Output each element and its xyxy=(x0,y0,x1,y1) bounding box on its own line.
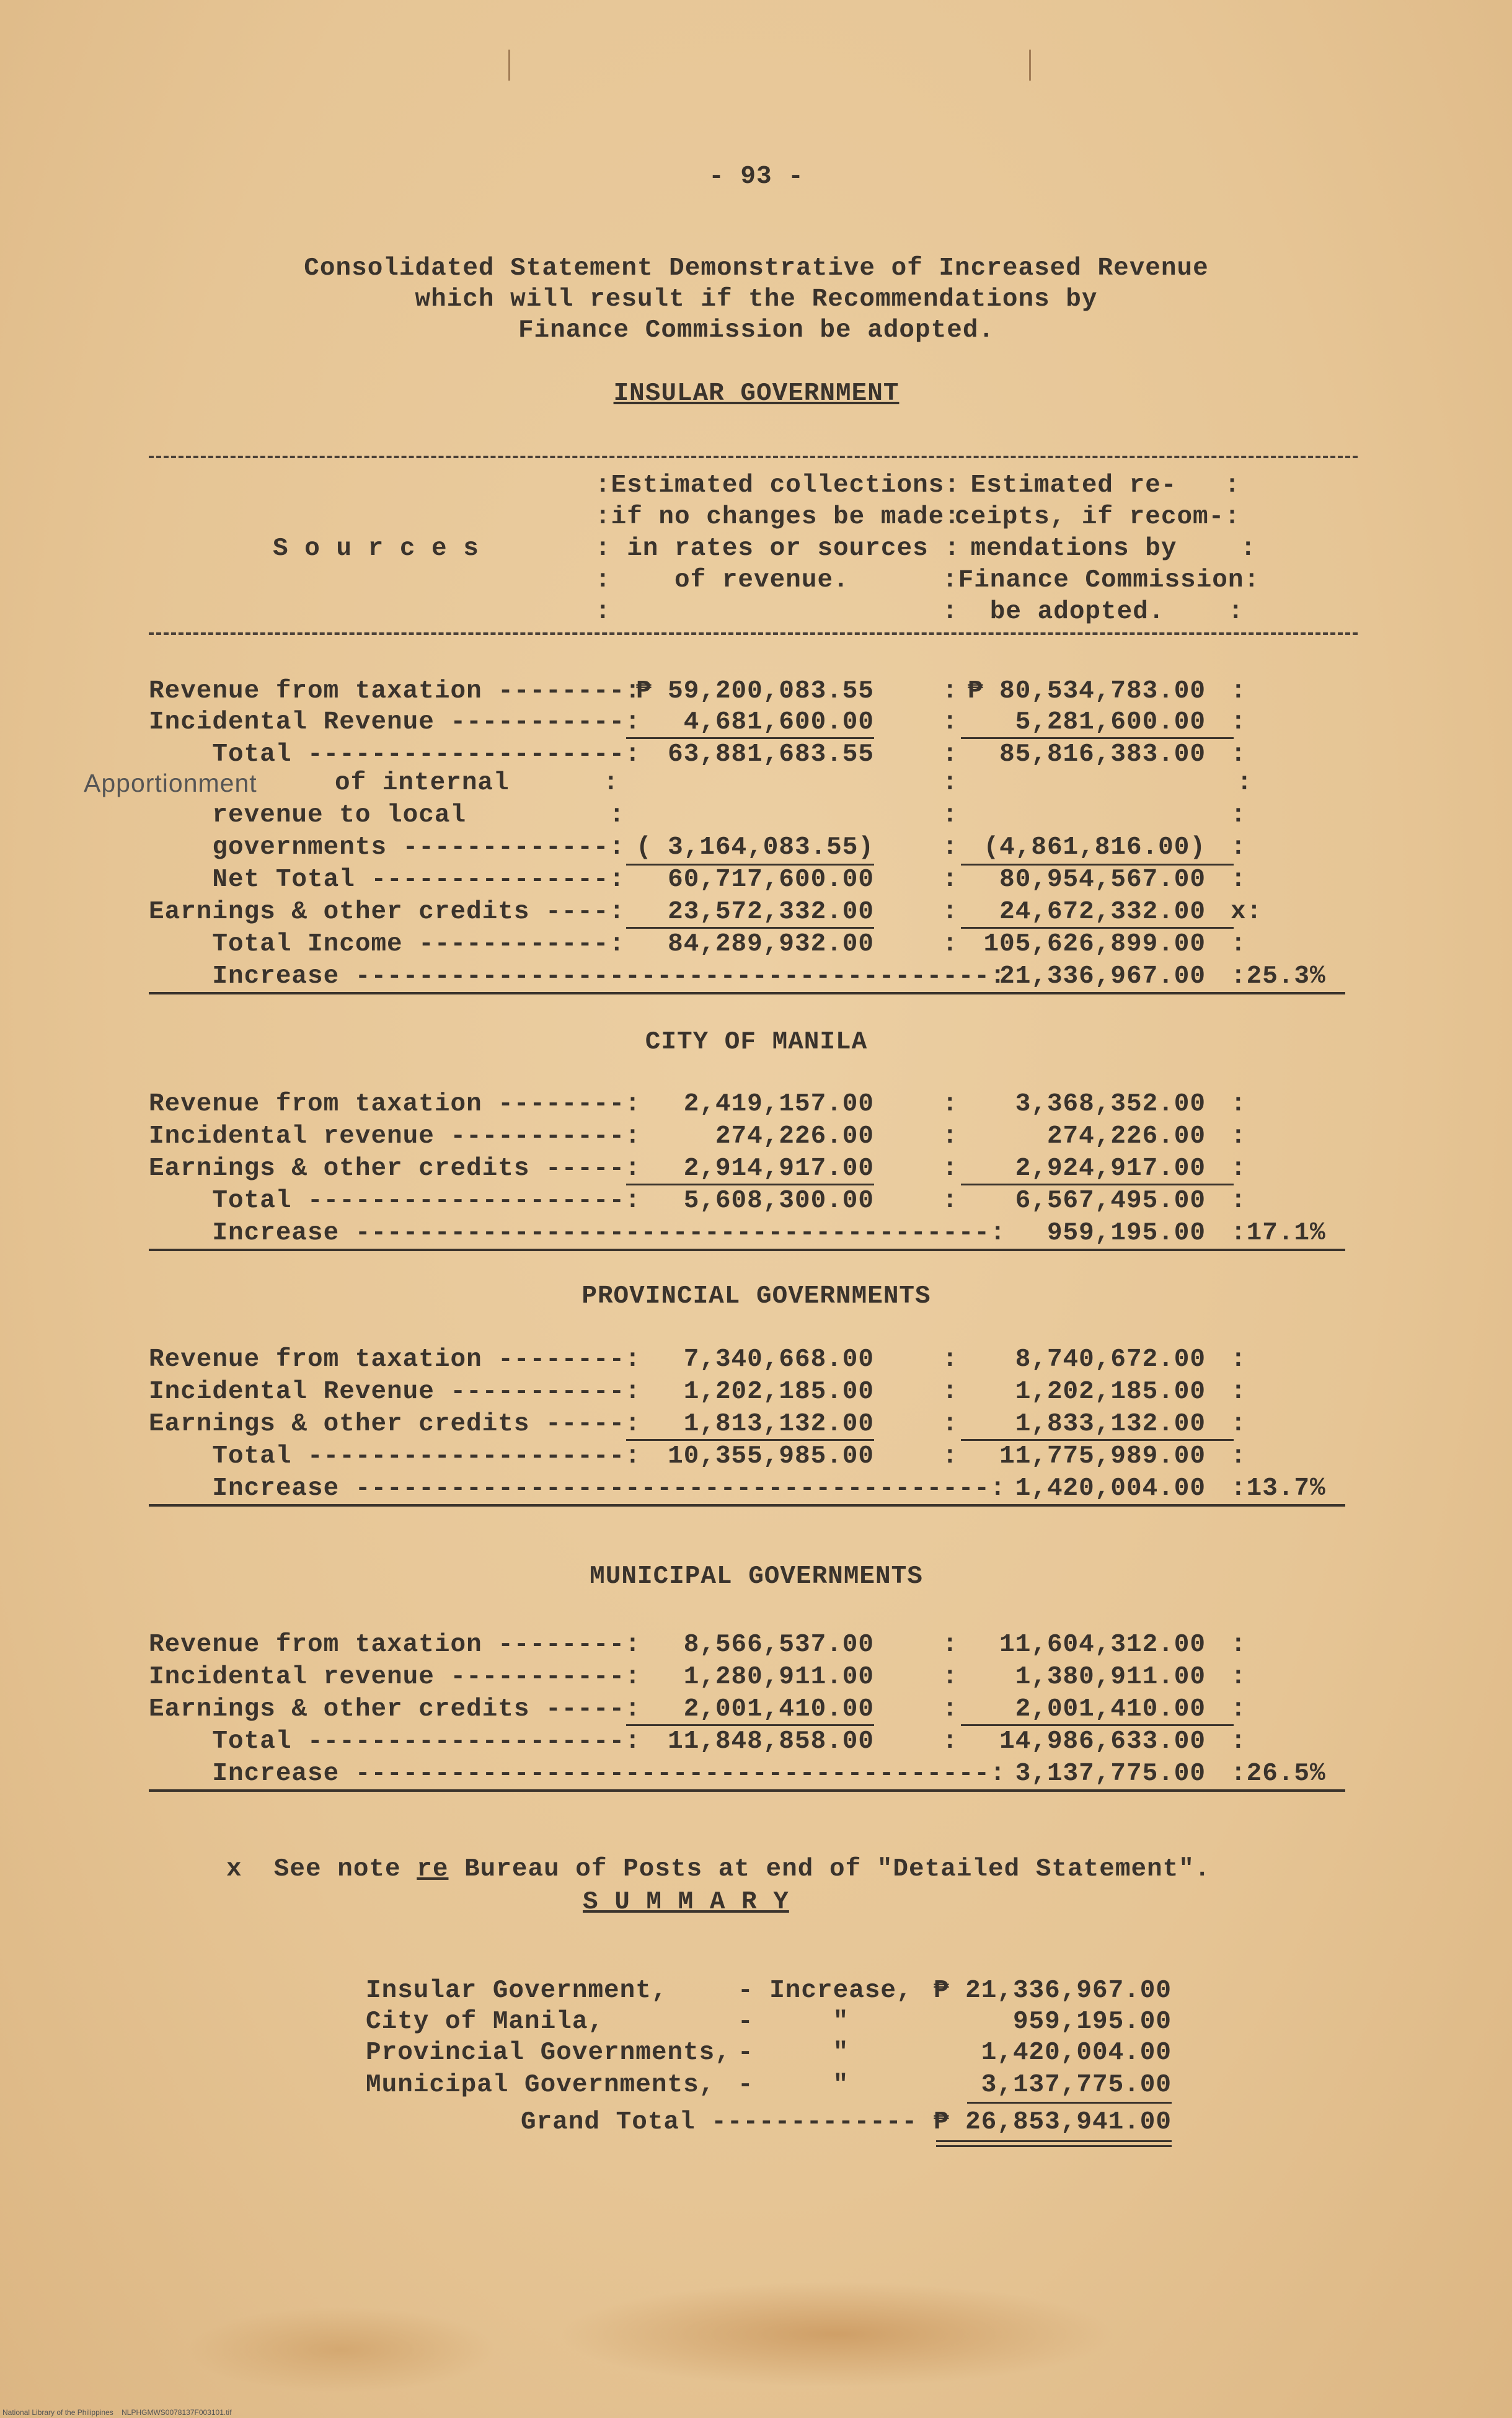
underline xyxy=(626,737,874,739)
colon-separator: : xyxy=(942,1345,958,1374)
value-col1: 11,848,858.00 xyxy=(668,1727,874,1756)
colon-separator: : xyxy=(942,1442,958,1471)
underline xyxy=(961,737,1234,739)
row-label: Incidental revenue -----------: xyxy=(149,1122,641,1151)
underline xyxy=(626,1724,874,1726)
value-col2: 274,226.00 xyxy=(1046,1122,1206,1151)
colon-separator: : xyxy=(942,1154,958,1183)
colon-separator: : xyxy=(942,1727,958,1756)
footnote-re: re xyxy=(417,1855,449,1884)
row-label: Net Total ---------------: xyxy=(149,866,626,894)
summary-label: Provincial Governments, xyxy=(366,2039,731,2067)
header-col1-line3: : in rates or sources : xyxy=(595,534,960,563)
colon-separator: : xyxy=(942,801,958,830)
value-col2: 21,336,967.00 xyxy=(999,962,1206,991)
value-col2: 2,924,917.00 xyxy=(1015,1154,1206,1183)
value-col1: 8,566,537.00 xyxy=(683,1631,874,1659)
row-end: : xyxy=(1231,677,1247,706)
row-label: Revenue from taxation --------: xyxy=(149,1631,641,1659)
underline xyxy=(149,992,1345,994)
summary-mid: - " xyxy=(738,2008,849,2036)
row-label: Total --------------------: xyxy=(149,1727,641,1756)
underline xyxy=(961,1724,1234,1726)
colon-separator: : xyxy=(942,930,958,959)
value-col2: (4,861,816.00) xyxy=(983,833,1206,862)
row-label: Revenue from taxation --------: xyxy=(149,1345,641,1374)
value-col1: 2,419,157.00 xyxy=(683,1090,874,1118)
divider xyxy=(149,632,1358,635)
underline xyxy=(626,1184,874,1185)
summary-value: 959,195.00 xyxy=(1012,2008,1172,2036)
summary-mid: - " xyxy=(738,2071,849,2099)
colon-separator: : xyxy=(942,866,958,894)
colon-separator: : xyxy=(942,1631,958,1659)
underline xyxy=(626,864,874,866)
value-col2: 959,195.00 xyxy=(1046,1219,1206,1247)
row-end: : xyxy=(1231,1442,1247,1471)
row-end: : xyxy=(1231,1695,1247,1724)
value-col2: 2,001,410.00 xyxy=(1015,1695,1206,1724)
header-col2-line5: : be adopted. : xyxy=(942,598,1244,626)
colon-separator: : xyxy=(942,1090,958,1118)
value-col1: 60,717,600.00 xyxy=(668,866,874,894)
section-heading-insular: INSULAR GOVERNMENT xyxy=(613,379,900,408)
summary-label: City of Manila, xyxy=(366,2008,604,2036)
punch-hole xyxy=(1029,50,1040,81)
row-label: Earnings & other credits -----: xyxy=(149,1154,641,1183)
header-col2-line1: Estimated re- : xyxy=(955,471,1240,500)
row-label: Total --------------------: xyxy=(149,1442,641,1471)
grand-total-underline xyxy=(936,2145,1172,2147)
row-end: : xyxy=(1231,1410,1247,1438)
underline xyxy=(961,927,1234,929)
value-col1: ₱ 59,200,083.55 xyxy=(635,677,874,706)
row-label: Incidental Revenue -----------: xyxy=(149,708,641,737)
value-col1: 7,340,668.00 xyxy=(683,1345,874,1374)
row-label: governments -------------: xyxy=(149,833,626,862)
apportionment-colon-2: : xyxy=(942,769,958,797)
summary-grand-label: Grand Total ------------- xyxy=(521,2108,918,2137)
underline xyxy=(149,1249,1345,1251)
value-col2: 11,775,989.00 xyxy=(999,1442,1206,1471)
summary-value: 3,137,775.00 xyxy=(981,2071,1172,2099)
value-col1: ( 3,164,083.55) xyxy=(635,833,874,862)
punch-hole xyxy=(508,50,519,81)
row-end: : xyxy=(1231,1663,1247,1691)
footnote-suffix: Bureau of Posts at end of "Detailed Statement". xyxy=(448,1855,1211,1884)
value-col2: 1,833,132.00 xyxy=(1015,1410,1206,1438)
row-label: Increase ----------------------------------------: xyxy=(149,1474,1006,1503)
colon-separator: : xyxy=(942,1695,958,1724)
value-col1: 63,881,683.55 xyxy=(668,740,874,769)
row-label: revenue to local : xyxy=(149,801,626,830)
row-label: Earnings & other credits ----: xyxy=(149,898,626,926)
value-col2: 1,202,185.00 xyxy=(1015,1378,1206,1406)
underline xyxy=(961,1439,1234,1441)
value-col1: 23,572,332.00 xyxy=(668,898,874,926)
page-number: - 93 - xyxy=(709,162,804,191)
row-label: Incidental Revenue -----------: xyxy=(149,1378,641,1406)
summary-value: 1,420,004.00 xyxy=(981,2039,1172,2067)
apportionment-label: Apportionment xyxy=(84,769,257,797)
value-col2: 14,986,633.00 xyxy=(999,1727,1206,1756)
row-end: :13.7% xyxy=(1231,1474,1326,1503)
value-col2: 3,137,775.00 xyxy=(1015,1760,1206,1788)
underline xyxy=(149,1504,1345,1507)
value-col1: 10,355,985.00 xyxy=(668,1442,874,1471)
colon-separator: : xyxy=(942,740,958,769)
header-col2-line2: ceipts, if recom-: xyxy=(955,503,1240,531)
row-end: : xyxy=(1231,930,1247,959)
value-col2: ₱ 80,534,783.00 xyxy=(967,677,1206,706)
value-col1: 4,681,600.00 xyxy=(683,708,874,737)
summary-underline xyxy=(967,2102,1172,2104)
title-line-3: Finance Commission be adopted. xyxy=(518,316,995,345)
value-col2: 80,954,567.00 xyxy=(999,866,1206,894)
value-col2: 8,740,672.00 xyxy=(1015,1345,1206,1374)
summary-grand-value: ₱ 26,853,941.00 xyxy=(933,2108,1172,2137)
section-heading-provincial: PROVINCIAL GOVERNMENTS xyxy=(581,1282,931,1311)
row-end: :26.5% xyxy=(1231,1760,1326,1788)
footer-caption: National Library of the Philippines NLPHGMWS0078137F003101.tif xyxy=(2,2408,232,2417)
value-col2: 5,281,600.00 xyxy=(1015,708,1206,737)
row-end: : xyxy=(1231,866,1247,894)
footnote-prefix: x See note xyxy=(226,1855,417,1884)
row-end: : xyxy=(1231,1122,1247,1151)
row-end: : xyxy=(1231,1090,1247,1118)
row-end: : xyxy=(1231,740,1247,769)
summary-label: Insular Government, xyxy=(366,1977,668,2005)
colon-separator: : xyxy=(942,708,958,737)
value-col1: 84,289,932.00 xyxy=(668,930,874,959)
row-label: Revenue from taxation --------: xyxy=(149,677,641,706)
colon-separator: : xyxy=(942,1378,958,1406)
divider xyxy=(149,456,1358,458)
footnote xyxy=(226,1827,1210,1884)
section-heading-manila: CITY OF MANILA xyxy=(645,1028,868,1056)
row-end: : xyxy=(1231,1378,1247,1406)
header-sources: S o u r c e s xyxy=(273,534,479,563)
underline xyxy=(149,1789,1345,1792)
value-col2: 85,816,383.00 xyxy=(999,740,1206,769)
header-col2-line4: :Finance Commission: xyxy=(942,566,1260,595)
header-col1-line4: : of revenue. xyxy=(595,566,849,595)
value-col2: 6,567,495.00 xyxy=(1015,1187,1206,1215)
title-line-1: Consolidated Statement Demonstrative of Increased Revenue xyxy=(304,254,1209,283)
colon-separator: : xyxy=(942,1122,958,1151)
row-end: :17.1% xyxy=(1231,1219,1326,1247)
paper-stain xyxy=(186,2306,496,2393)
summary-mid: - " xyxy=(738,2039,849,2067)
row-label: Revenue from taxation --------: xyxy=(149,1090,641,1118)
title-line-2: which will result if the Recommendations by xyxy=(415,285,1098,314)
grand-total-underline xyxy=(936,2140,1172,2142)
value-col2: 11,604,312.00 xyxy=(999,1631,1206,1659)
row-end: : xyxy=(1231,833,1247,862)
value-col2: 105,626,899.00 xyxy=(983,930,1206,959)
value-col1: 1,202,185.00 xyxy=(683,1378,874,1406)
summary-value: ₱ 21,336,967.00 xyxy=(933,1977,1172,2005)
value-col1: 2,001,410.00 xyxy=(683,1695,874,1724)
header-col2-line3: mendations by : xyxy=(955,534,1257,563)
apportionment-colon-1: : xyxy=(603,769,619,797)
paper-stain xyxy=(558,2282,1116,2387)
row-end: :25.3% xyxy=(1231,962,1326,991)
colon-separator: : xyxy=(942,1410,958,1438)
summary-label: Municipal Governments, xyxy=(366,2071,715,2099)
value-col2: 3,368,352.00 xyxy=(1015,1090,1206,1118)
row-label: Earnings & other credits -----: xyxy=(149,1410,641,1438)
value-col1: 1,280,911.00 xyxy=(683,1663,874,1691)
apportionment-colon-3: : xyxy=(1237,769,1253,797)
row-label: Increase ----------------------------------------: xyxy=(149,1760,1006,1788)
colon-separator: : xyxy=(942,1663,958,1691)
row-label: Total --------------------: xyxy=(149,740,641,769)
row-label: Incidental revenue -----------: xyxy=(149,1663,641,1691)
row-end: : xyxy=(1231,1187,1247,1215)
row-end: : xyxy=(1231,1154,1247,1183)
row-end: : xyxy=(1231,1631,1247,1659)
section-heading-municipal: MUNICIPAL GOVERNMENTS xyxy=(590,1562,923,1591)
row-end: : xyxy=(1231,708,1247,737)
value-col1: 2,914,917.00 xyxy=(683,1154,874,1183)
row-label: Increase ----------------------------------------: xyxy=(149,962,1006,991)
underline xyxy=(626,927,874,929)
value-col1: 5,608,300.00 xyxy=(683,1187,874,1215)
value-col2: 1,380,911.00 xyxy=(1015,1663,1206,1691)
row-end: : xyxy=(1231,1727,1247,1756)
apportionment-rest: of internal xyxy=(335,769,510,797)
colon-separator: : xyxy=(942,833,958,862)
row-label: Total --------------------: xyxy=(149,1187,641,1215)
row-end: : xyxy=(1231,801,1247,830)
header-col1-line5: : xyxy=(595,598,611,626)
row-label: Increase ----------------------------------------: xyxy=(149,1219,1006,1247)
value-col2: 1,420,004.00 xyxy=(1015,1474,1206,1503)
row-end: : xyxy=(1231,1345,1247,1374)
summary-heading: S U M M A R Y xyxy=(583,1888,789,1916)
value-col2: 24,672,332.00 xyxy=(999,898,1206,926)
colon-separator: : xyxy=(942,898,958,926)
underline xyxy=(961,864,1234,866)
row-end: x: xyxy=(1231,898,1263,926)
colon-separator: : xyxy=(942,677,958,706)
header-col1-line2: :if no changes be made: xyxy=(595,503,960,531)
underline xyxy=(961,1184,1234,1185)
colon-separator: : xyxy=(942,1187,958,1215)
summary-mid: - Increase, xyxy=(738,1977,913,2005)
row-label: Total Income ------------: xyxy=(149,930,626,959)
value-col1: 274,226.00 xyxy=(715,1122,874,1151)
row-label: Earnings & other credits -----: xyxy=(149,1695,641,1724)
underline xyxy=(626,1439,874,1441)
header-col1-line1: :Estimated collections: xyxy=(595,471,960,500)
value-col1: 1,813,132.00 xyxy=(683,1410,874,1438)
